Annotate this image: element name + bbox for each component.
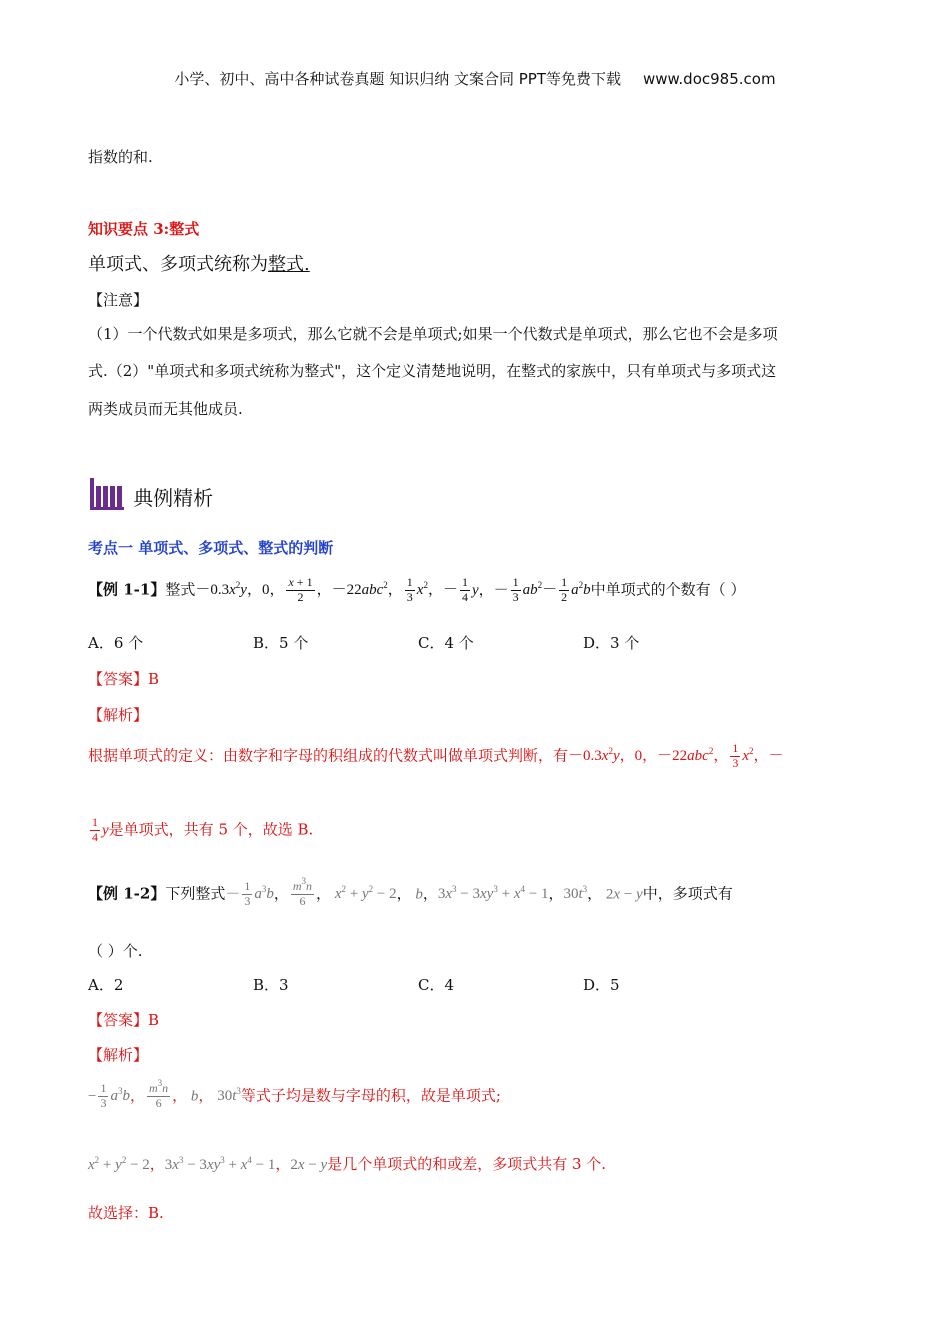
note-line-3: 两类成员而无其他成员. <box>88 400 243 418</box>
header-text: 小学、初中、高中各种试卷真题 知识归纳 文案合同 PPT等免费下载 <box>174 70 621 88</box>
option-d: D．5 <box>583 976 620 994</box>
point3-def-prefix: 单项式、多项式统称为 <box>88 254 268 275</box>
frac-1-3b: $\frac{1}{3}$ <box>512 575 519 604</box>
point3-definition <box>88 250 310 276</box>
analysis-1-text: 根据单项式的定义：由数字和字母的积组成的代数式叫做单项式判断，有 <box>88 746 569 765</box>
point3-title: 知识要点 3:整式 <box>88 220 200 238</box>
point3-def-term: 整式. <box>268 254 310 275</box>
example-1-2-analysis-line-2: $x^2 + y^2 - 2$，$3x^3 - 3xy^3 + x^4 - 1$，2x − y是几个单项式的和或差，多项式共有 3 个. <box>88 1155 607 1173</box>
note-title: 【注意】 <box>88 291 149 309</box>
example-1-2-label: 【例 1-2】 <box>88 884 166 903</box>
expr-a: $-0.3x^2y$，0， <box>195 580 285 599</box>
frac-1-2: $\frac{1}{2}$ <box>561 575 568 604</box>
option-a: A．2 <box>88 976 124 994</box>
frac-1-3: $\frac{1}{3}$ <box>406 575 413 604</box>
books-icon <box>90 478 124 514</box>
option-c: C．4 <box>418 976 455 994</box>
example-1-1-analysis-line-1: 根据单项式的定义：由数字和字母的积组成的代数式叫做单项式判断，有$-0.3x^2y$，0，－22abc$^2$， $\frac{1}{3}$ $x^2$，－ <box>88 741 784 770</box>
analysis-2-line-2-suffix: 是几个单项式的和或差，多项式共有 3 个. <box>327 1155 607 1173</box>
note-line-2: 式.（2）"单项式和多项式统称为整式"，这个定义清楚地说明，在整式的家族中，只有单项式与多项式这 <box>88 362 777 380</box>
option-b: B．5 个 <box>253 634 309 652</box>
example-1-2-answer: 【答案】B <box>88 1011 160 1029</box>
example-1-2-conclusion: 故选择：B. <box>88 1204 164 1222</box>
example-1-1-label: 【例 1-1】 <box>88 580 166 599</box>
note-line-1: （1）一个代数式如果是多项式，那么它就不会是单项式;如果一个代数式是单项式，那么它也不会是多项 <box>88 325 778 343</box>
example-1-2-stem: 【例 1-2】下列整式－ $\frac{1}{3}$ $a^3b$， $\frac{m^3n}{6}$ ， $x^2 + y^2 - 2$， b，$3x^3 - 3xy^3 + x^4 - 1$，$30t^3$， 2x − y中，多项式有 <box>88 876 733 908</box>
frac-1-4: $\frac{1}{4}$ <box>461 575 468 604</box>
example-1-2-stem-line-2: （ ）个. <box>88 942 143 960</box>
example-1-2-suffix: 中，多项式有 <box>642 884 733 903</box>
example-1-1-analysis-title: 【解析】 <box>88 706 149 724</box>
section-heading <box>90 478 213 514</box>
section-title: 典例精析 <box>133 485 214 510</box>
option-d: D．3 个 <box>583 634 640 652</box>
example-1-1-analysis-line-2: $\frac{1}{4}$ y是单项式，共有 5 个，故选 B. <box>92 815 314 844</box>
option-b: B．3 <box>253 976 289 994</box>
example-1-2-prefix: 下列整式 <box>165 884 226 903</box>
example-1-1-stem: 【例 1-1】整式$-0.3x^2y$，0， $\frac{x + 1}{2}$ ，－22abc$^2$， $\frac{1}{3}$ $x^2$，－ $\frac{1}{4}$ y，－ $\frac{1}{3}$ $ab^2-$ $\frac{1}{2}$ $a^2b$中单项式的个数有（ ） <box>88 575 746 604</box>
expr-b: ，－22abc$^2$， <box>316 580 403 599</box>
option-c: C．4 个 <box>418 634 474 652</box>
example-1-2-analysis-title: 【解析】 <box>88 1046 149 1064</box>
page-header <box>0 68 950 89</box>
option-a: A．6 个 <box>88 634 144 652</box>
example-1-1-answer: 【答案】B <box>88 670 160 688</box>
analysis-1-suffix: 是单项式，共有 5 个，故选 B. <box>108 820 314 839</box>
analysis-2-line-1-suffix: 等式子均是数与字母的积，故是单项式; <box>240 1086 501 1105</box>
topic-1-title: 考点一 单项式、多项式、整式的判断 <box>88 539 334 557</box>
example-1-2-analysis-line-1: − $\frac{1}{3}$ $a^3b$， $\frac{m^3n}{6}$ ， b， $30t^3$等式子均是数与字母的积，故是单项式; <box>88 1078 501 1110</box>
header-url: www.doc985.com <box>642 70 776 88</box>
frac-x-plus-1-over-2: $\frac{x + 1}{2}$ <box>288 575 313 604</box>
example-1-1-suffix: 中单项式的个数有（ ） <box>590 580 746 599</box>
intro-tail: 指数的和. <box>88 148 153 166</box>
example-1-1-prefix: 整式 <box>165 580 196 599</box>
